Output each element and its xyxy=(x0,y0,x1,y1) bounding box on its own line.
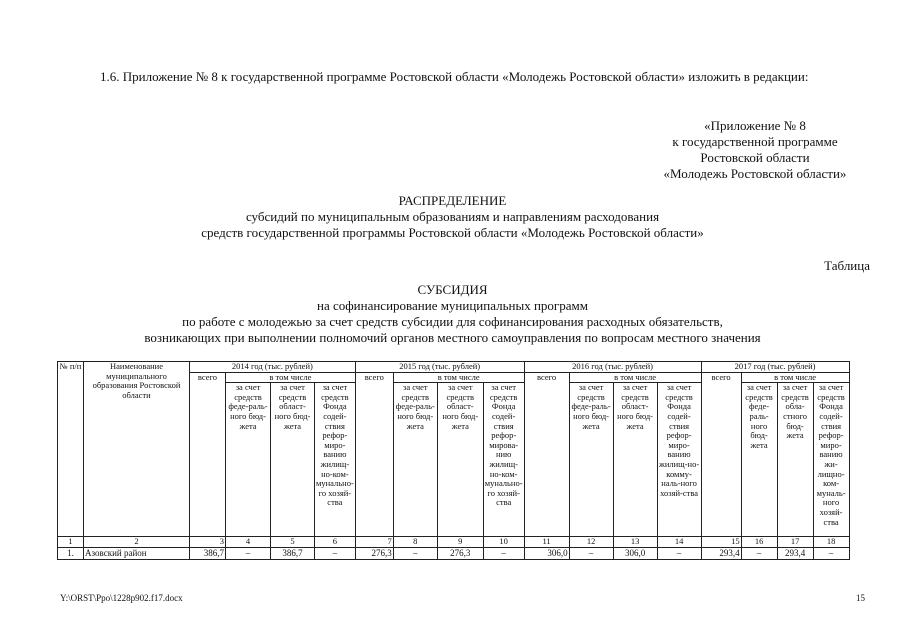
header-incl: в том числе xyxy=(393,372,524,383)
header-total: всего xyxy=(190,372,226,537)
header-regional: за счет средств област-ного бюд-жета xyxy=(437,383,483,537)
cell-value: 386,7 xyxy=(190,548,226,560)
distribution-heading xyxy=(0,193,905,241)
column-index: 15 xyxy=(701,537,741,548)
header-total: всего xyxy=(524,372,569,537)
header-name: Наименование муниципального образования Ростовской области xyxy=(84,362,190,537)
header-incl: в том числе xyxy=(741,372,849,383)
column-index: 18 xyxy=(813,537,849,548)
appendix-heading xyxy=(640,118,870,182)
header-year-2015: 2015 год (тыс. рублей) xyxy=(355,362,524,373)
cell-value: – xyxy=(569,548,613,560)
column-index: 13 xyxy=(613,537,657,548)
header-year-2017: 2017 год (тыс. рублей) xyxy=(701,362,849,373)
header-total: всего xyxy=(355,372,393,537)
footer-file-path: Y:\ORST\Ppo\1228p902.f17.docx xyxy=(60,593,183,603)
header-no: № п/п xyxy=(58,362,84,537)
cell-value: 306,0 xyxy=(613,548,657,560)
header-regional: за счет средств област-ного бюд-жета xyxy=(271,383,315,537)
header-regional: за счет средств обла-стного бюд-жета xyxy=(777,383,813,537)
header-federal: за счет средств феде-раль-ного бюд-жета xyxy=(226,383,271,537)
column-index: 17 xyxy=(777,537,813,548)
column-index: 8 xyxy=(393,537,437,548)
header-fund: за счет средств Фонда содей-ствия рефор-миро-ванию жилищ-но-ком-мунально-го хозяй-ства xyxy=(315,383,356,537)
column-index: 12 xyxy=(569,537,613,548)
subsidy-line: возникающих при выполнении полномочий органов местного самоуправления по вопросам местного значения xyxy=(144,330,761,345)
column-index: 11 xyxy=(524,537,569,548)
subsidy-heading xyxy=(0,282,905,346)
column-index: 4 xyxy=(226,537,271,548)
header-fund: за счет средств Фонда содей-ствия рефор-миро-ванию жи-лищно-ком-муналь-ного хозяй-ства xyxy=(813,383,849,537)
column-index-row xyxy=(58,537,850,548)
distribution-line: субсидий по муниципальным образованиям и направлениям расходования xyxy=(245,209,660,224)
column-index: 14 xyxy=(657,537,701,548)
row-number: 1. xyxy=(58,548,84,560)
subsidy-title: СУБСИДИЯ xyxy=(417,282,488,297)
cell-value: – xyxy=(483,548,524,560)
table-label: Таблица xyxy=(824,258,870,273)
header-federal: за счет средств феде-раль-ного бюд-жета xyxy=(569,383,613,537)
table-header-row xyxy=(58,362,850,373)
row-name: Азовский район xyxy=(84,548,190,560)
footer-page-number: 15 xyxy=(856,593,865,603)
subsidy-line: по работе с молодежью за счет средств субсидии для софинансирования расходных обязательств, xyxy=(182,314,723,329)
column-index: 16 xyxy=(741,537,777,548)
cell-value: – xyxy=(393,548,437,560)
cell-value: 293,4 xyxy=(701,548,741,560)
column-index: 6 xyxy=(315,537,356,548)
subsidy-line: на софинансирование муниципальных программ xyxy=(317,298,588,313)
appendix-line: «Молодежь Ростовской области» xyxy=(663,166,847,181)
cell-value: – xyxy=(315,548,356,560)
subsidy-table xyxy=(57,361,850,560)
header-federal: за счет средств феде-раль-ного бюд-жета xyxy=(393,383,437,537)
table-row xyxy=(58,548,850,560)
column-index: 2 xyxy=(84,537,190,548)
header-fund: за счет средств Фонда содей-ствия рефор-мирова-нию жилищ-но-ком-мунально-го хозяй-ства xyxy=(483,383,524,537)
cell-value: 293,4 xyxy=(777,548,813,560)
header-year-2016: 2016 год (тыс. рублей) xyxy=(524,362,701,373)
header-incl: в том числе xyxy=(569,372,701,383)
header-federal: за счет средств феде-раль-ного бюд-жета xyxy=(741,383,777,537)
distribution-title: РАСПРЕДЕЛЕНИЕ xyxy=(398,193,507,208)
cell-value: – xyxy=(741,548,777,560)
column-index: 5 xyxy=(271,537,315,548)
header-fund: за счет средств Фонда содей-ствия рефор-миро-ванию жилищ-но-комму-наль-ного хозяй-ства xyxy=(657,383,701,537)
distribution-line: средств государственной программы Ростовской области «Молодежь Ростовской области» xyxy=(201,225,704,240)
cell-value: 306,0 xyxy=(524,548,569,560)
header-total: всего xyxy=(701,372,741,537)
header-incl: в том числе xyxy=(226,372,356,383)
cell-value: 276,3 xyxy=(355,548,393,560)
cell-value: 386,7 xyxy=(271,548,315,560)
column-index: 7 xyxy=(355,537,393,548)
column-index: 9 xyxy=(437,537,483,548)
cell-value: – xyxy=(657,548,701,560)
appendix-line: Ростовской области xyxy=(700,150,810,165)
cell-value: – xyxy=(226,548,271,560)
column-index: 1 xyxy=(58,537,84,548)
column-index: 3 xyxy=(190,537,226,548)
cell-value: 276,3 xyxy=(437,548,483,560)
column-index: 10 xyxy=(483,537,524,548)
intro-paragraph: 1.6. Приложение № 8 к государственной программе Ростовской области «Молодежь Ростовской области» изложить в редакции: xyxy=(100,69,809,84)
header-year-2014: 2014 год (тыс. рублей) xyxy=(190,362,356,373)
appendix-line: к государственной программе xyxy=(672,134,838,149)
cell-value: – xyxy=(813,548,849,560)
appendix-line: «Приложение № 8 xyxy=(704,118,806,133)
header-regional: за счет средств област-ного бюд-жета xyxy=(613,383,657,537)
